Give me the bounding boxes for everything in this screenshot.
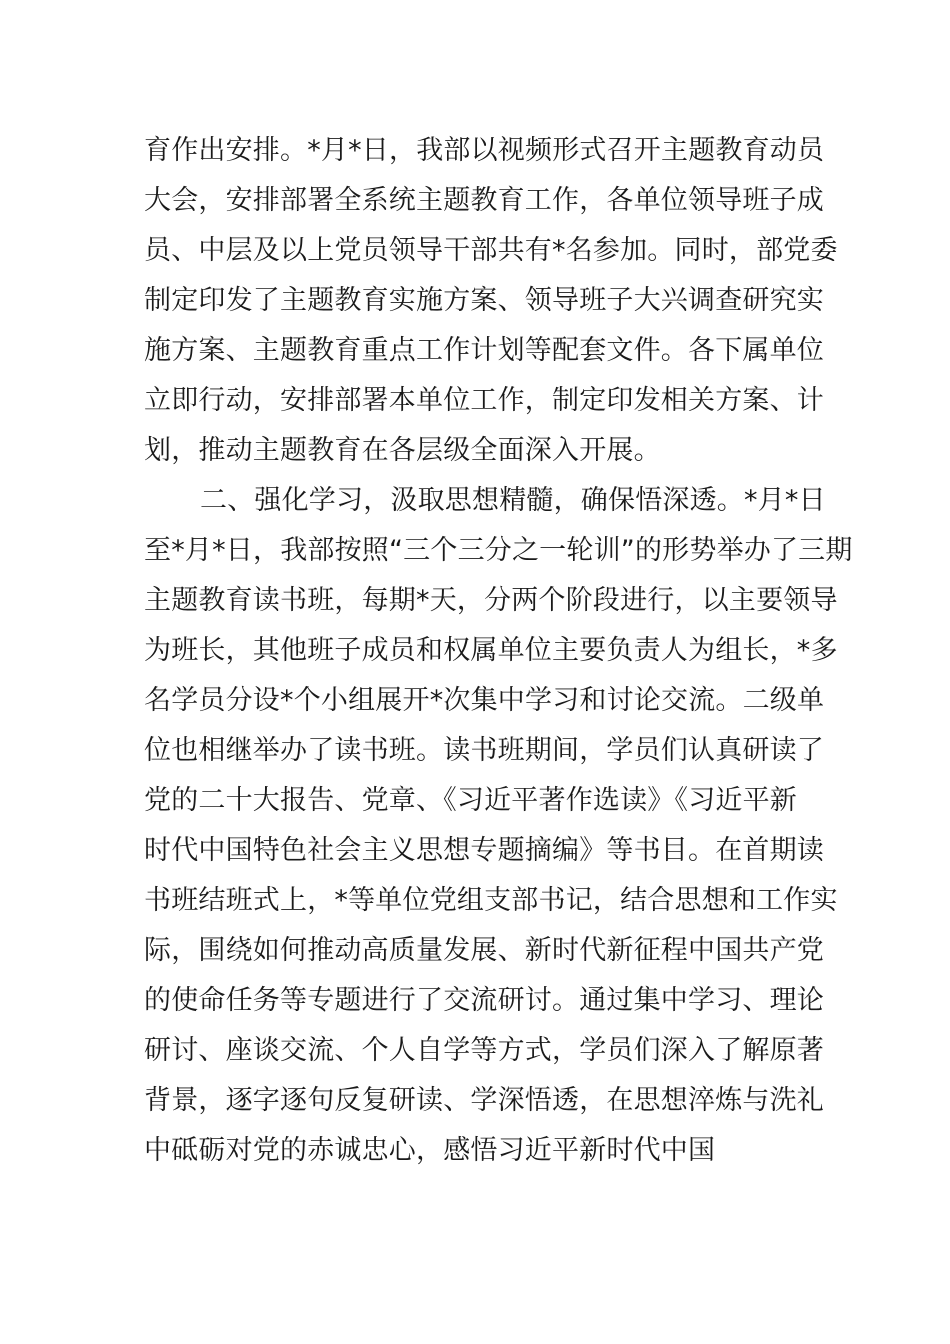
text-line: 施方案、主题教育重点工作计划等配套文件。各下属单位	[144, 335, 824, 366]
text-line: 大会，安排部署全系统主题教育工作，各单位领导班子成	[144, 185, 824, 216]
section-heading-line: 二、强化学习，汲取思想精髓，确保悟深透。*月*日	[200, 485, 826, 516]
text-line: 位也相继举办了读书班。读书班期间，学员们认真研读了	[144, 735, 824, 766]
text-line: 中砥砺对党的赤诚忠心，感悟习近平新时代中国	[144, 1135, 716, 1166]
text-line: 的使命任务等专题进行了交流研讨。通过集中学习、理论	[144, 985, 824, 1016]
text-line: 员、中层及以上党员领导干部共有*名参加。同时，部党委	[144, 235, 838, 266]
text-line: 立即行动，安排部署本单位工作，制定印发相关方案、计	[144, 385, 824, 416]
text-line: 育作出安排。*月*日，我部以视频形式召开主题教育动员	[144, 135, 825, 166]
text-line: 书班结班式上，*等单位党组支部书记，结合思想和工作实	[144, 885, 838, 916]
text-line: 为班长，其他班子成员和权属单位主要负责人为组长，*多	[144, 635, 838, 666]
text-line: 党的二十大报告、党章、《习近平著作选读》《习近平新	[144, 785, 797, 816]
text-line: 背景，逐字逐句反复研读、学深悟透，在思想淬炼与洗礼	[144, 1085, 824, 1116]
text-line: 制定印发了主题教育实施方案、领导班子大兴调查研究实	[144, 285, 824, 316]
document-body	[144, 126, 853, 1176]
text-line: 时代中国特色社会主义思想专题摘编》等书目。在首期读	[144, 835, 824, 866]
text-line: 至*月*日，我部按照“三个三分之一轮训”的形势举办了三期	[144, 535, 853, 566]
text-line: 名学员分设*个小组展开*次集中学习和讨论交流。二级单	[144, 685, 825, 716]
text-line: 际，围绕如何推动高质量发展、新时代新征程中国共产党	[144, 935, 824, 966]
text-line: 主题教育读书班，每期*天，分两个阶段进行，以主要领导	[144, 585, 838, 616]
text-line: 划，推动主题教育在各层级全面深入开展。	[144, 435, 661, 466]
text-line: 研讨、座谈交流、个人自学等方式，学员们深入了解原著	[144, 1035, 824, 1066]
